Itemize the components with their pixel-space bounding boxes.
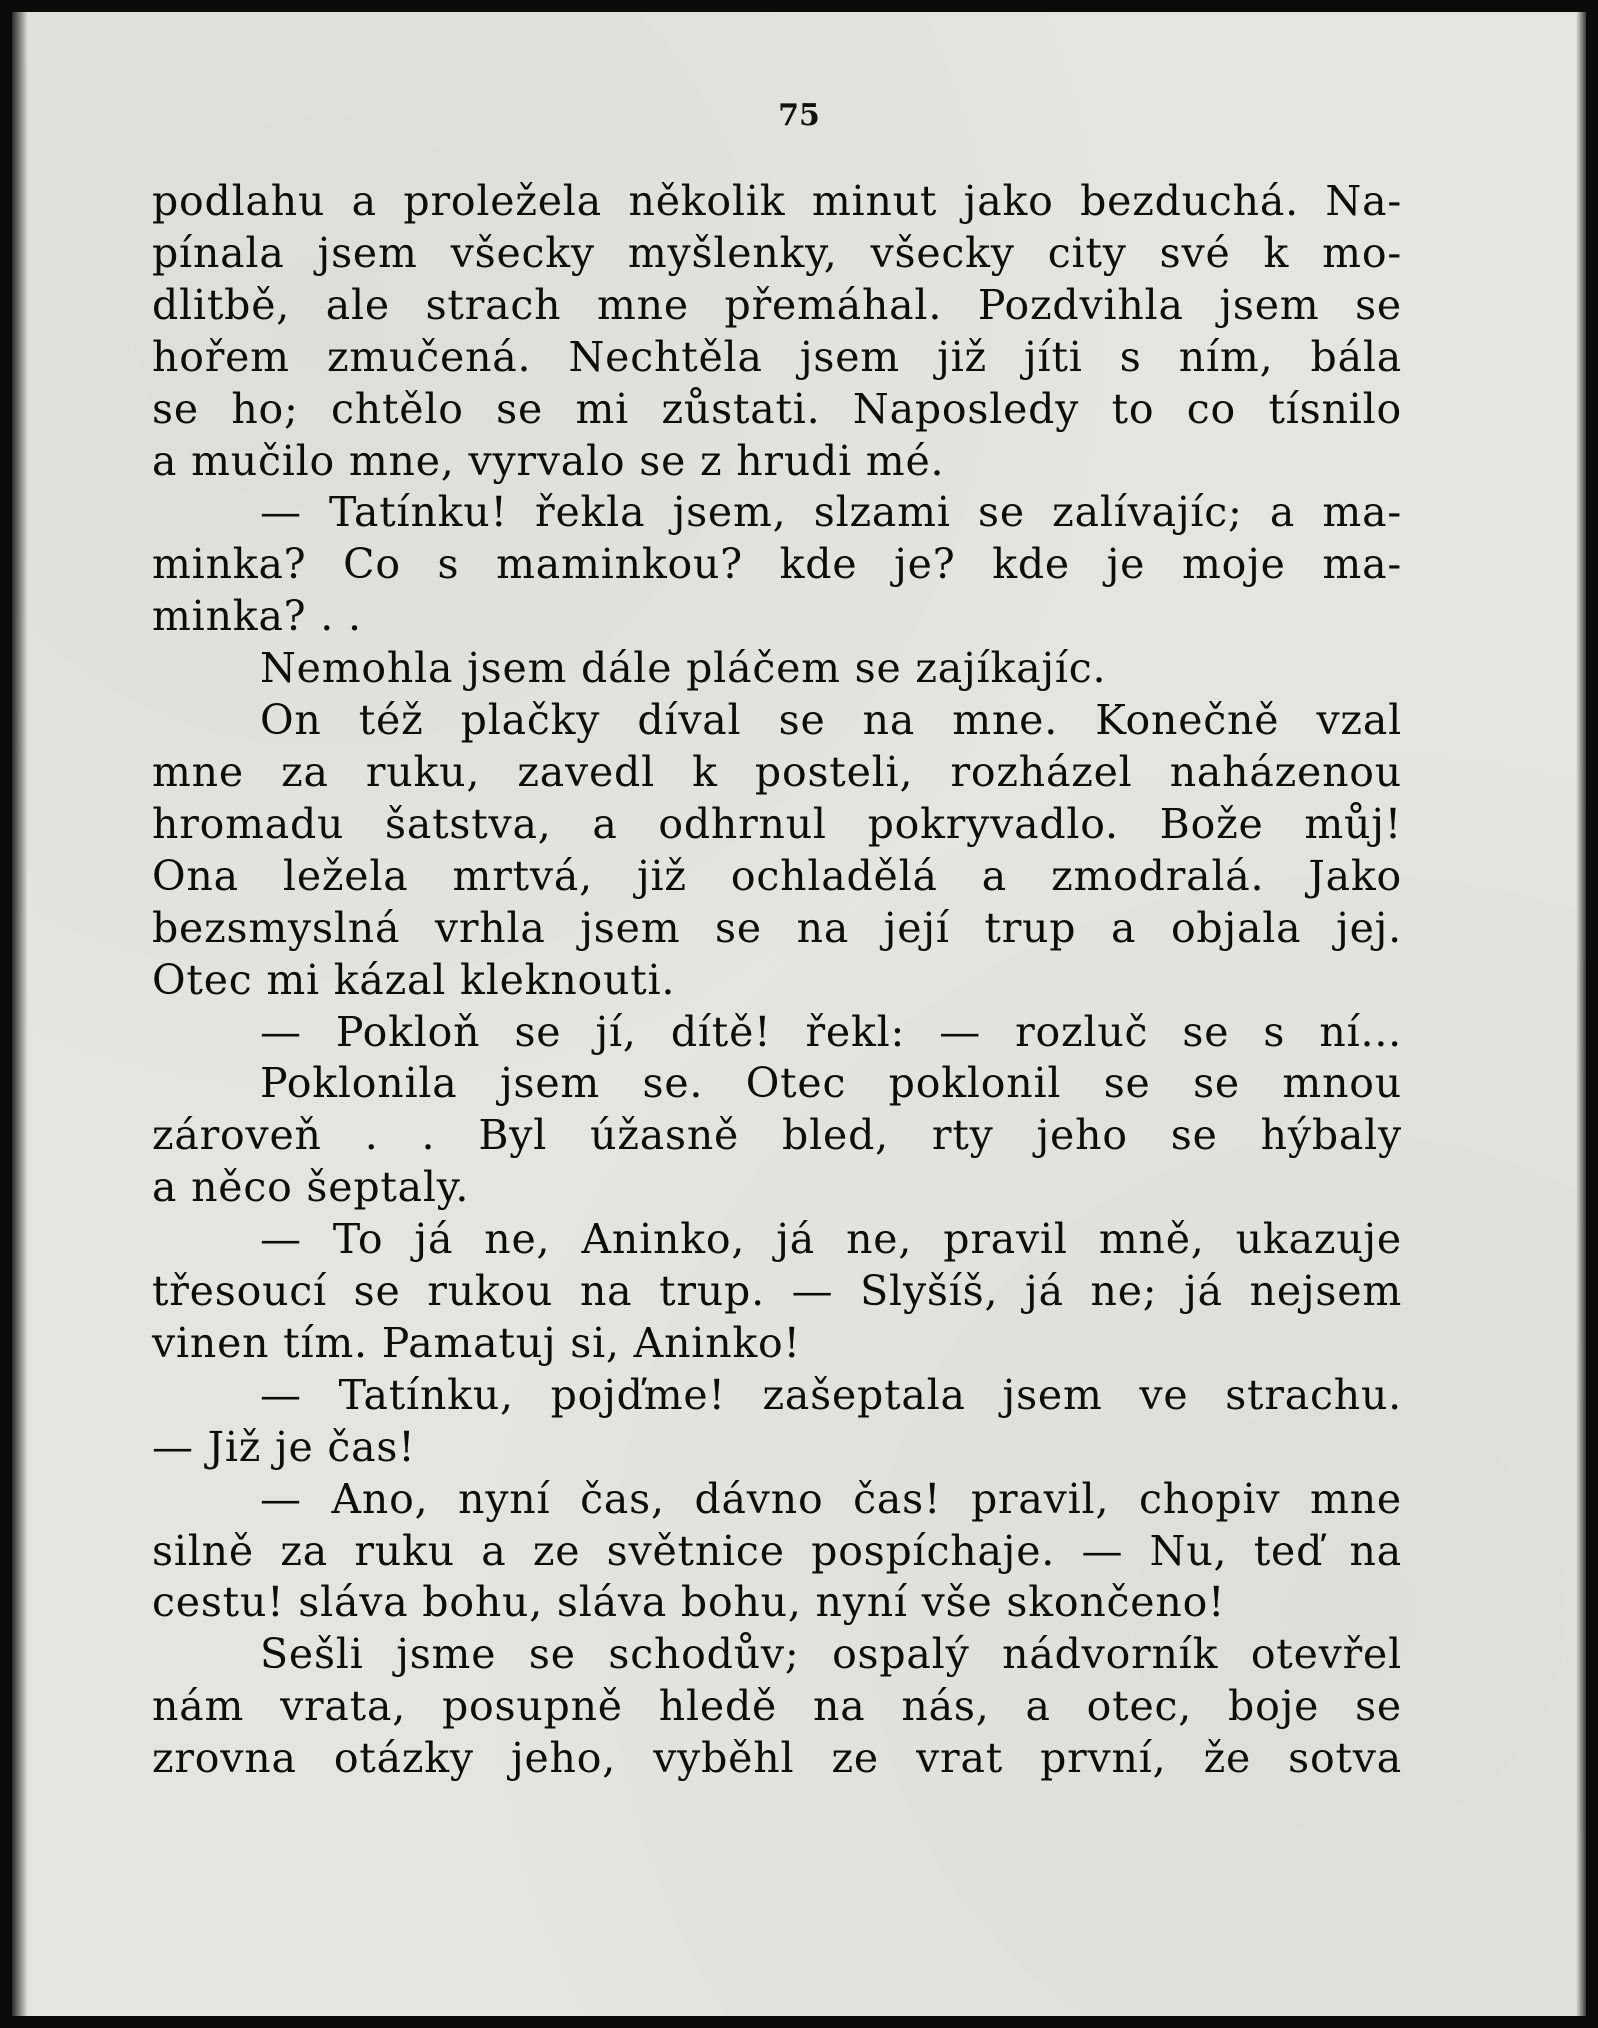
text-line: se ho; chtělo se mi zůstati. Naposledy to co tísnilo [152, 384, 1402, 433]
text-line: a něco šeptaly. [152, 1163, 470, 1212]
text-line: minka? . . [152, 592, 362, 641]
text-line: podlahu a proležela několik minut jako bezduchá. Na- [152, 177, 1402, 225]
text-line: — Pokloň se jí, dítě! řekl: — rozluč se s ní... [260, 1007, 1402, 1056]
text-line: Ona ležela mrtvá, již ochladělá a zmodralá. Jako [152, 851, 1402, 900]
text-line: dlitbě, ale strach mne přemáhal. Pozdvihla jsem se [152, 280, 1402, 329]
text-line: Otec mi kázal kleknouti. [152, 955, 676, 1004]
text-line: silně za ruku a ze světnice pospíchaje. — Nu, teď na [152, 1526, 1402, 1575]
text-line: Sešli jsme se schodův; ospalý nádvorník otevřel [260, 1630, 1402, 1679]
text-line: zároveň . . Byl úžasně bled, rty jeho se hýbaly [152, 1111, 1402, 1160]
text-line: — Ano, nyní čas, dávno čas! pravil, chopiv mne [260, 1474, 1402, 1523]
text-line: pínala jsem všecky myšlenky, všecky city své k mo- [152, 228, 1402, 277]
text-line: a mučilo mne, vyrvalo se z hrudi mé. [152, 436, 945, 485]
text-line: — Tatínku, pojďme! zašeptala jsem ve strachu. [260, 1370, 1402, 1419]
text-line: zrovna otázky jeho, vyběhl ze vrat první, že sotva [152, 1734, 1402, 1783]
page-gutter-shadow [12, 12, 28, 2016]
text-line: cestu! sláva bohu, sláva bohu, nyní vše skončeno! [152, 1578, 1226, 1627]
text-line: — Tatínku! řekla jsem, slzami se zalívajíc; a ma- [260, 488, 1402, 537]
text-line: hořem zmučená. Nechtěla jsem již jíti s ním, bála [152, 332, 1402, 381]
text-line: bezsmyslná vrhla jsem se na její trup a objala jej. [152, 903, 1402, 952]
page-number: 75 [778, 98, 820, 133]
text-line: nám vrata, posupně hledě na nás, a otec, boje se [152, 1682, 1402, 1731]
body-text [152, 176, 1402, 1785]
text-line: hromadu šatstva, a odhrnul pokryvadlo. Bože můj! [152, 799, 1402, 848]
text-line: minka? Co s maminkou? kde je? kde je moje ma- [152, 540, 1402, 589]
text-line: mne za ruku, zavedl k posteli, rozházel naházenou [152, 747, 1402, 796]
page-edge-shadow [1576, 12, 1586, 2016]
text-line: Nemohla jsem dále pláčem se zajíkajíc. [260, 644, 1107, 693]
text-line: vinen tím. Pamatuj si, Aninko! [152, 1318, 801, 1367]
text-line: — To já ne, Aninko, já ne, pravil mně, ukazuje [260, 1215, 1402, 1264]
book-page [12, 12, 1586, 2016]
text-line: Poklonila jsem se. Otec poklonil se se mnou [260, 1059, 1402, 1108]
text-line: třesoucí se rukou na trup. — Slyšíš, já ne; já nejsem [152, 1267, 1402, 1316]
text-line: — Již je čas! [152, 1422, 416, 1471]
text-line: On též plačky díval se na mne. Konečně vzal [260, 696, 1402, 745]
